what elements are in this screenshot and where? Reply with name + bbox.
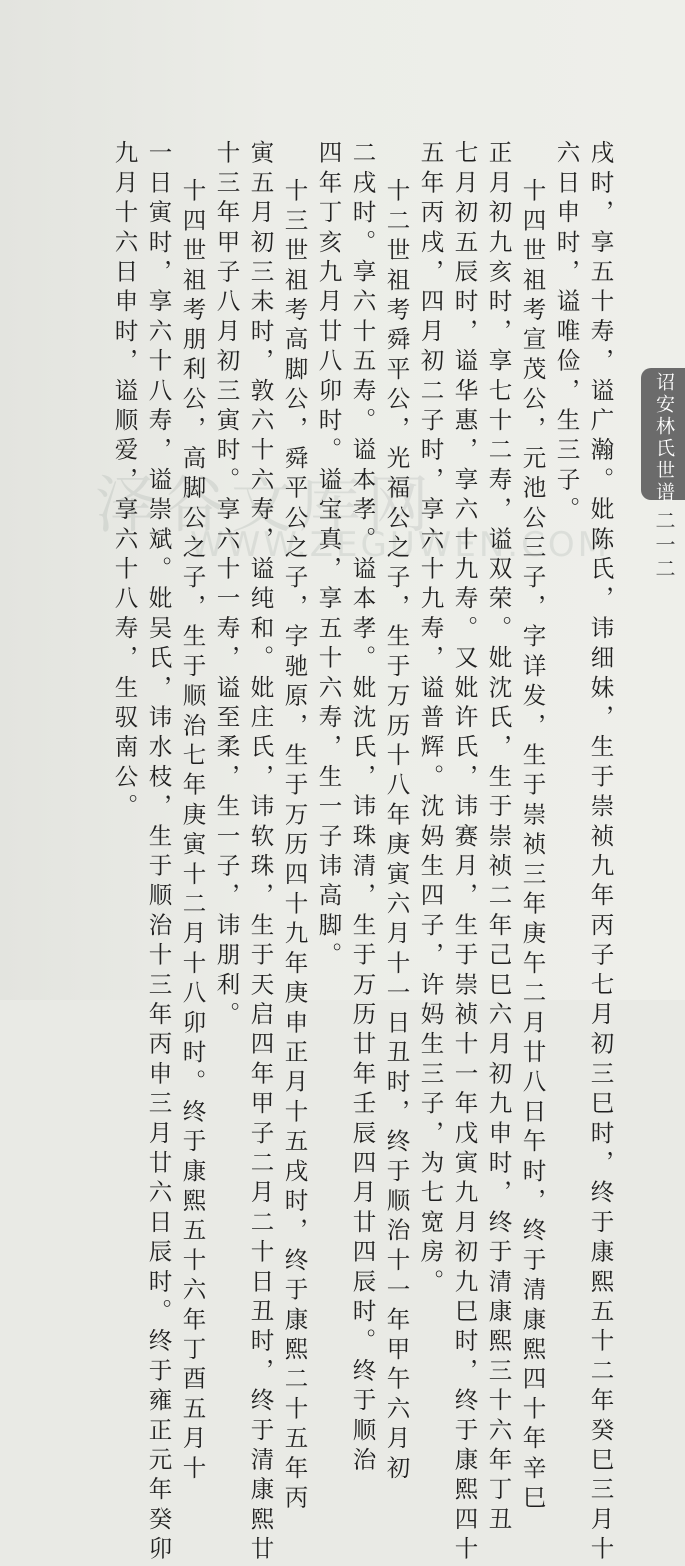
text-column-1: 戌时，享五十寿，谥广瀚。妣陈氏，讳细妹，生于崇祯九年丙子七月初三巳时，终于康熙五十二年癸巳三月十 <box>586 140 615 1566</box>
watermark-url: WWW.ZEGUWEN.COM <box>190 525 610 565</box>
watermark: 泽谷文库网 <box>95 468 436 541</box>
page-number: 二一二 <box>652 510 676 582</box>
text-column-4: 正月初九亥时，享七十二寿，谥双荣。妣沈氏，生于崇祯二年己巳六月初九申时，终于清康熙三十六年丁丑 <box>484 140 513 1536</box>
text-column-8: 二戌时。享六十五寿。谥本孝。谥本孝。妣沈氏，讳珠清，生于万历廿年壬辰四月廿四辰时。终于顺治 <box>348 140 377 1477</box>
text-column-14: 一日寅时，享六十八寿，谥崇斌。妣吴氏，讳水枝，生于顺治十三年丙申三月廿六日辰时。终于雍正元年癸卯 <box>144 140 173 1566</box>
text-column-9: 四年丁亥九月廿八卯时。谥宝真，享五十六寿，生一子讳高脚。 <box>314 140 343 972</box>
text-column-10: 十三世祖考高脚公，舜平公之子，字驰原，生于万历四十九年庚申正月十五戌时，终于康熙二十五年丙 <box>280 178 309 1515</box>
text-column-11: 寅五月初三未时，敦六十六寿，谥纯和。妣庄氏，讳软珠，生于天启四年甲子二月二十日丑时，终于清康熙廿 <box>246 140 275 1566</box>
text-column-13: 十四世祖考朋利公，高脚公之子，生于顺治七年庚寅十二月十八卯时。终于康熙五十六年丁酉五月十 <box>178 178 207 1485</box>
text-column-5: 七月初五辰时，谥华惠，享六十九寿。又妣许氏，讳赛月，生于崇祯十一年戊寅九月初九巳时，终于康熙四十 <box>450 140 479 1566</box>
text-column-12: 十三年甲子八月初三寅时。享六十一寿，谥至柔，生一子，讳朋利。 <box>212 140 241 1031</box>
book-title: 诏安林氏世谱 <box>653 372 675 504</box>
text-column-3: 十四世祖考宣茂公，元池公三子，字详发，生于崇祯三年庚午二月廿八日午时，终于清康熙四十年辛巳 <box>518 178 547 1515</box>
text-column-6: 五年丙戌，四月初二子时，享六十九寿，谥普辉。沈妈生四子，许妈生三子，为七宽房。 <box>416 140 445 1299</box>
text-column-15: 九月十六日申时，谥顺爱，享六十八寿，生驭南公。 <box>110 140 139 824</box>
text-column-2: 六日申时，谥唯俭，生三子。 <box>552 140 581 527</box>
text-column-7: 十二世祖考舜平公，光福公之子，生于万历十八年庚寅六月十一日丑时，终于顺治十一年甲午六月初 <box>382 178 411 1485</box>
